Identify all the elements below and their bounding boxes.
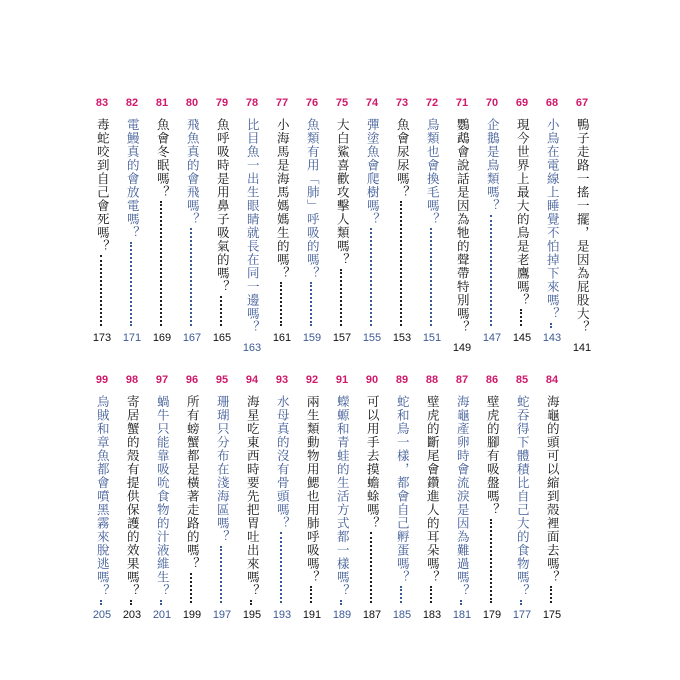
toc-entry	[420, 371, 444, 623]
entry-number: 93	[275, 374, 289, 386]
toc-entry	[210, 371, 234, 623]
dot-leader	[130, 600, 134, 604]
toc-column-bottom	[90, 371, 564, 623]
entry-title: 蛇吞得下體積比自己大的食物嗎？	[515, 395, 531, 598]
entry-title: 烏賊和章魚都會噴黑霧來脫逃嗎？	[95, 395, 111, 598]
entry-number: 70	[485, 97, 499, 109]
dot-leader	[280, 282, 284, 326]
toc-entry	[450, 371, 474, 623]
entry-number: 84	[545, 374, 559, 386]
toc-entry	[420, 94, 444, 346]
toc-entry	[150, 371, 174, 623]
entry-title: 鸚鵡會說話是因為牠的聲帶特別嗎？	[455, 118, 471, 334]
entry-page-number: 167	[182, 332, 202, 344]
entry-title: 海龜的頭可以縮到殼裡面去嗎？	[545, 395, 561, 584]
toc-entry	[210, 94, 234, 346]
entry-number: 97	[155, 374, 169, 386]
entry-number: 69	[515, 97, 529, 109]
entry-number: 78	[245, 97, 259, 109]
entry-title: 蠑螈和青蛙的生活方式都一樣嗎？	[335, 395, 351, 598]
entry-number: 74	[365, 97, 379, 109]
dot-leader	[220, 546, 224, 604]
entry-title: 兩生類動物用鰓也用肺呼吸嗎？	[305, 395, 321, 584]
dot-leader	[310, 282, 314, 326]
entry-number: 86	[485, 374, 499, 386]
toc-entry	[360, 94, 384, 346]
entry-page-number: 175	[542, 609, 562, 621]
entry-title: 魚類有用「肺」呼吸的嗎？	[305, 118, 321, 280]
toc-entry	[90, 371, 114, 623]
entry-title: 小海馬是海馬媽媽生的嗎？	[275, 118, 291, 280]
entry-page-number: 177	[512, 609, 532, 621]
toc-entry	[90, 94, 114, 346]
entry-number: 90	[365, 374, 379, 386]
entry-page-number: 199	[182, 609, 202, 621]
entry-page-number: 183	[422, 609, 442, 621]
entry-number: 96	[185, 374, 199, 386]
entry-title: 壁虎的腳有吸盤嗎？	[485, 395, 501, 517]
entry-title: 企鵝是鳥類嗎？	[485, 118, 501, 213]
entry-number: 80	[185, 97, 199, 109]
dot-leader	[460, 600, 464, 604]
entry-page-number: 203	[122, 609, 142, 621]
entry-page-number: 165	[212, 332, 232, 344]
toc-entry	[360, 371, 384, 623]
entry-page-number: 141	[572, 342, 592, 354]
dot-leader	[490, 215, 494, 327]
entry-number: 92	[305, 374, 319, 386]
dot-leader	[190, 228, 194, 326]
dot-leader	[550, 323, 554, 327]
entry-page-number: 191	[302, 609, 322, 621]
dot-leader	[520, 600, 524, 604]
entry-number: 79	[215, 97, 229, 109]
entry-number: 85	[515, 374, 529, 386]
entry-page-number: 185	[392, 609, 412, 621]
dot-leader	[250, 600, 254, 604]
toc-entry	[240, 371, 264, 623]
dot-leader	[430, 228, 434, 326]
entry-title: 比目魚一出生眼睛就長在同一邊嗎？	[245, 118, 261, 334]
entry-number: 88	[425, 374, 439, 386]
entry-number: 98	[125, 374, 139, 386]
toc-entry	[180, 94, 204, 346]
toc-entry	[450, 94, 474, 354]
entry-number: 75	[335, 97, 349, 109]
toc-entry	[330, 371, 354, 623]
entry-page-number: 195	[242, 609, 262, 621]
dot-leader	[100, 255, 104, 326]
dot-leader	[130, 242, 134, 327]
dot-leader	[400, 201, 404, 326]
dot-leader	[490, 519, 494, 604]
entry-page-number: 147	[482, 332, 502, 344]
entry-page-number: 151	[422, 332, 442, 344]
toc-entry	[390, 371, 414, 623]
entry-title: 魚會尿尿嗎？	[395, 118, 411, 199]
entry-number: 68	[545, 97, 559, 109]
entry-number: 83	[95, 97, 109, 109]
entry-page-number: 155	[362, 332, 382, 344]
entry-title: 蝸牛只能靠吸吮食物的汁液維生？	[155, 395, 171, 598]
dot-leader	[340, 600, 344, 604]
entry-page-number: 205	[92, 609, 112, 621]
entry-title: 小鳥在電線上睡覺不怕掉下來嗎？	[545, 118, 561, 321]
entry-title: 珊瑚只分布在淺海區嗎？	[215, 395, 231, 544]
entry-title: 所有螃蟹都是橫著走路的嗎？	[185, 395, 201, 571]
entry-number: 89	[395, 374, 409, 386]
entry-title: 鴨子走路一搖一擺，是因為屁股大？	[575, 118, 591, 334]
toc-entry	[330, 94, 354, 346]
toc-entry	[180, 371, 204, 623]
entry-page-number: 159	[302, 332, 322, 344]
entry-page-number: 201	[152, 609, 172, 621]
entry-page-number: 193	[272, 609, 292, 621]
dot-leader	[340, 269, 344, 327]
entry-title: 毒蛇咬到自己會死嗎？	[95, 118, 111, 253]
entry-page-number: 173	[92, 332, 112, 344]
dot-leader	[370, 532, 374, 603]
dot-leader	[520, 309, 524, 326]
entry-page-number: 197	[212, 609, 232, 621]
entry-number: 82	[125, 97, 139, 109]
entry-number: 95	[215, 374, 229, 386]
toc-entry	[270, 94, 294, 346]
dot-leader	[400, 586, 404, 603]
dot-leader	[220, 296, 224, 327]
entry-number: 87	[455, 374, 469, 386]
entry-number: 71	[455, 97, 469, 109]
entry-number: 72	[425, 97, 439, 109]
entry-title: 海星吃東西時要先把胃吐出來嗎？	[245, 395, 261, 598]
entry-number: 73	[395, 97, 409, 109]
entry-page-number: 143	[542, 332, 562, 344]
dot-leader	[310, 586, 314, 603]
toc-column-top	[90, 94, 594, 354]
entry-title: 海龜產卵時會流淚是因為難過嗎？	[455, 395, 471, 598]
toc-entry	[270, 371, 294, 623]
entry-page-number: 189	[332, 609, 352, 621]
entry-number: 76	[305, 97, 319, 109]
toc-entry	[120, 371, 144, 623]
entry-title: 大白鯊喜歡攻擊人類嗎？	[335, 118, 351, 267]
dot-leader	[370, 228, 374, 326]
toc-entry	[390, 94, 414, 346]
entry-page-number: 187	[362, 609, 382, 621]
entry-number: 67	[575, 97, 589, 109]
entry-title: 蛇和鳥一樣，都會自己孵蛋嗎？	[395, 395, 411, 584]
toc-entry	[510, 94, 534, 346]
toc-entry	[240, 94, 264, 354]
entry-number: 81	[155, 97, 169, 109]
entry-page-number: 149	[452, 342, 472, 354]
entry-number: 94	[245, 374, 259, 386]
entry-page-number: 163	[242, 342, 262, 354]
toc-entry	[300, 94, 324, 346]
dot-leader	[160, 201, 164, 326]
entry-page-number: 179	[482, 609, 502, 621]
entry-page-number: 169	[152, 332, 172, 344]
toc-entry	[300, 371, 324, 623]
entry-number: 91	[335, 374, 349, 386]
entry-title: 可以用手去摸蟾蜍嗎？	[365, 395, 381, 530]
entry-title: 飛魚真的會飛嗎？	[185, 118, 201, 226]
dot-leader	[190, 573, 194, 604]
entry-title: 鳥類也會換毛嗎？	[425, 118, 441, 226]
dot-leader	[550, 586, 554, 603]
entry-title: 現今世界上最大的鳥是老鷹嗎？	[515, 118, 531, 307]
dot-leader	[430, 586, 434, 603]
entry-title: 魚呼吸時是用鼻子吸氣的嗎？	[215, 118, 231, 294]
toc-entry	[480, 371, 504, 623]
entry-title: 寄居蟹的殼有提供保護的效果嗎？	[125, 395, 141, 598]
toc-entry	[540, 94, 564, 346]
entry-page-number: 161	[272, 332, 292, 344]
entry-title: 彈塗魚會爬樹嗎？	[365, 118, 381, 226]
entry-number: 99	[95, 374, 109, 386]
entry-title: 壁虎的斷尾會鑽進人的耳朵嗎？	[425, 395, 441, 584]
entry-page-number: 153	[392, 332, 412, 344]
entry-title: 魚會冬眠嗎？	[155, 118, 171, 199]
entry-page-number: 181	[452, 609, 472, 621]
dot-leader	[280, 532, 284, 603]
entry-page-number: 171	[122, 332, 142, 344]
toc-entry	[570, 94, 594, 354]
entry-title: 水母真的沒有骨頭嗎？	[275, 395, 291, 530]
toc-entry	[510, 371, 534, 623]
toc-entry	[540, 371, 564, 623]
toc-entry	[150, 94, 174, 346]
toc-entry	[480, 94, 504, 346]
entry-title: 電鰻真的會放電嗎？	[125, 118, 141, 240]
toc-entry	[120, 94, 144, 346]
entry-page-number: 157	[332, 332, 352, 344]
dot-leader	[160, 600, 164, 604]
dot-leader	[100, 600, 104, 604]
entry-number: 77	[275, 97, 289, 109]
entry-page-number: 145	[512, 332, 532, 344]
